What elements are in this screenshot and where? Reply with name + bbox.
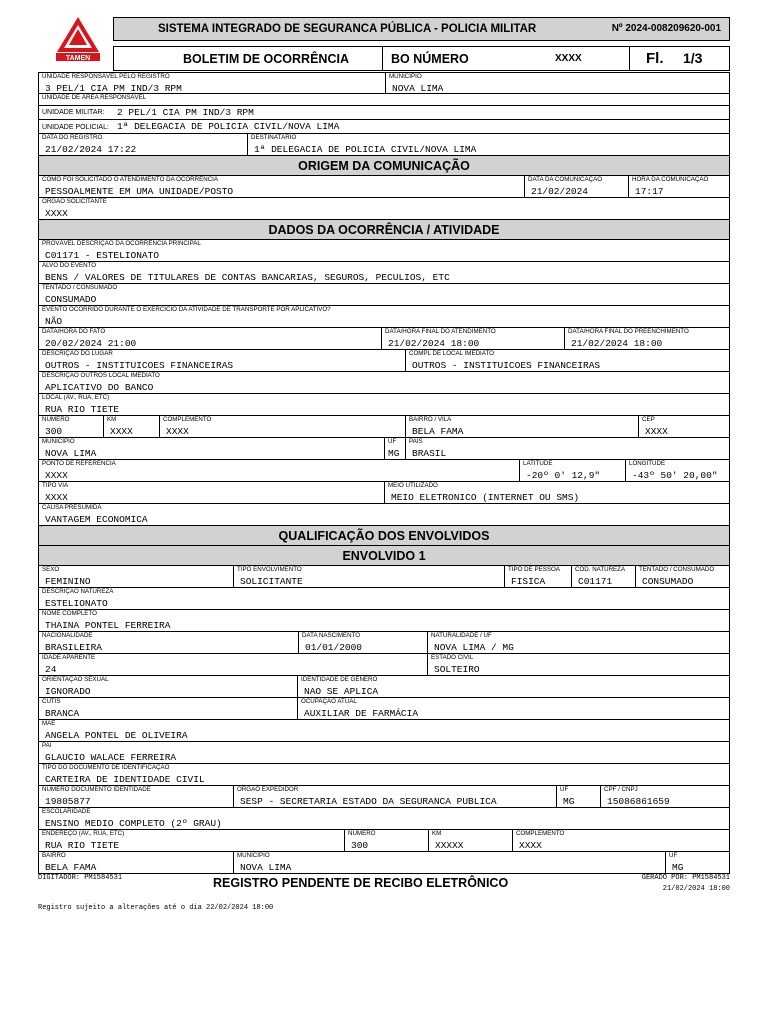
field-uf: UF MG (384, 438, 405, 459)
field-person-city: MUNICÍPIO NOVA LIMA (233, 852, 665, 873)
row-age (38, 654, 730, 676)
field-gender-identity: IDENTIDADE DE GÊNERO NAO SE APLICA (297, 676, 729, 697)
section-occurrence-title: DADOS DA OCORRÊNCIA / ATIVIDADE (268, 223, 500, 237)
field-person-km: KM XXXXX (428, 830, 512, 851)
field-place-complement: COMPL DE LOCAL IMEDIATO OUTROS - INSTITUICOES FINANCEIRAS (405, 350, 729, 371)
field-age: IDADE APARENTE 24 (42, 654, 96, 675)
pm-logo (54, 16, 102, 62)
row-military-unit: UNIDADE MILITAR: 2 PEL/1 CIA PM IND/3 RPM (38, 106, 730, 120)
amendment-note: Registro sujeito a alterações até o dia 22/02/2024 18:00 (38, 904, 274, 912)
row-requesting-body: ÓRGÃO SOLICITANTE XXXX (38, 198, 730, 220)
bo-number-label: BO NÚMERO (391, 52, 469, 66)
section-people: ' QUALIFICAÇÃO DOS ENVOLVIDOS (38, 526, 730, 546)
row-way (38, 482, 730, 504)
page-label: Fl. (646, 50, 664, 67)
field-orientation: ORIENTAÇÃO SEXUAL IGNORADO (42, 676, 109, 697)
field-complement: COMPLEMENTO XXXX (159, 416, 405, 437)
field-issuer: ÓRGÃO EXPEDIDOR SESP - SECRETARIA ESTADO DA SEGURANCA PUBLICA (233, 786, 556, 807)
row-person-type (38, 566, 730, 588)
row-nature: DESCRIÇÃO NATUREZA ESTELIONATO (38, 588, 730, 610)
field-comm-time: HORA DA COMUNICAÇÃO 17:17 (628, 176, 729, 197)
field-id-number: NÚMERO DOCUMENTO IDENTIDADE 19805877 (42, 786, 151, 807)
section-origin-title: ORIGEM DA COMUNICAÇÃO (298, 159, 470, 173)
row-attempted: TENTADO / CONSUMADO CONSUMADO (38, 284, 730, 306)
field-attempted-consummated: TENTADO / CONSUMADO CONSUMADO (635, 566, 729, 587)
field-means: MEIO UTILIZADO MEIO ELETRONICO (INTERNET OU SMS) (384, 482, 729, 503)
row-person-city (38, 852, 730, 874)
bo-number-cell (383, 47, 630, 70)
row-city (38, 438, 730, 460)
field-unit: UNIDADE RESPONSÁVEL PELO REGISTRO 3 PEL/1 CIA PM IND/3 RPM (42, 73, 182, 94)
row-police-unit: UNIDADE POLICIAL: 1ª DELEGACIA DE POLICIA CIVIL/NOVA LIMA (38, 120, 730, 134)
occurrence-form (38, 72, 730, 874)
field-latitude: LATITUDE -20º 0' 12,9" (519, 460, 625, 481)
record-number: Nº 2024-008209620-001 (611, 23, 721, 34)
row-register-date (38, 134, 730, 156)
field-skin: CÚTIS BRANCA (42, 698, 80, 719)
field-person-neighborhood: BAIRRO BELA FAMA (42, 852, 97, 873)
field-marital-status: ESTADO CIVIL SOLTEIRO (427, 654, 729, 675)
field-km: KM XXXX (103, 416, 159, 437)
field-destinatario: DESTINATÁRIO 1ª DELEGACIA DE POLICIA CIVIL/NOVA LIMA (247, 134, 729, 155)
section-people-title: QUALIFICAÇÃO DOS ENVOLVIDOS (278, 529, 490, 543)
field-number: NÚMERO 300 (42, 416, 70, 437)
field-person-complement: COMPLEMENTO XXXX (512, 830, 729, 851)
doc-title-cell (114, 47, 383, 70)
row-address (38, 416, 730, 438)
field-nationality: NACIONALIDADE BRASILEIRA (42, 632, 103, 653)
field-id-uf: UF MG (556, 786, 600, 807)
section-occurrence: ' DADOS DA OCORRÊNCIA / ATIVIDADE (38, 220, 730, 240)
row-cause: CAUSA PRESUMIDA VANTAGEM ECONOMICA (38, 504, 730, 526)
row-full-name: NOME COMPLETO THAINA PONTEL FERREIRA (38, 610, 730, 632)
generated-date: 21/02/2024 18:00 (662, 885, 730, 893)
system-title-bar (113, 17, 730, 41)
row-mother: MÃE ANGELA PONTEL DE OLIVEIRA (38, 720, 730, 742)
doc-title: BOLETIM DE OCORRÊNCIA (183, 52, 349, 66)
row-description: PROVÁVEL DESCRIÇÃO DA OCORRÊNCIA PRINCIPAL C01171 - ESTELIONATO (38, 240, 730, 262)
field-person-number: NÚMERO 300 (344, 830, 428, 851)
field-fact-datetime: DATA/HORA DO FATO 20/02/2024 21:00 (42, 328, 137, 349)
row-app-transport: EVENTO OCORRIDO DURANTE O EXERCÍCIO DA ATIVIDADE DE TRANSPORTE POR APLICATIVO? NÃO (38, 306, 730, 328)
field-register-date: DATA DO REGISTRO 21/02/2024 17:22 (42, 134, 137, 155)
field-country: PAÍS BRASIL (405, 438, 729, 459)
field-nature-code: COD. NATUREZA C01171 (571, 566, 635, 587)
field-city: MUNICÍPIO NOVA LIMA (42, 438, 97, 459)
row-place (38, 350, 730, 372)
generated-by (642, 873, 730, 895)
field-end-service: DATA/HORA FINAL DO ATENDIMENTO 21/02/2024 18:00 (381, 328, 564, 349)
field-person-uf: UF MG (665, 852, 729, 873)
row-id-type: TIPO DO DOCUMENTO DE IDENTIFICAÇÃO CARTEIRA DE IDENTIDADE CIVIL (38, 764, 730, 786)
svg-text:TAMEN: TAMEN (65, 55, 91, 62)
field-longitude: LONGITUDE -43º 50' 20,00" (625, 460, 729, 481)
field-neighborhood: BAIRRO / VILA BELA FAMA (405, 416, 638, 437)
field-way-type: TIPO VIA XXXX (42, 482, 69, 503)
field-sex: SEXO FEMININO (42, 566, 91, 587)
pending-receipt-notice: REGISTRO PENDENTE DE RECIBO ELETRÔNICO (213, 876, 509, 890)
bo-number-value: XXXX (555, 53, 582, 64)
field-occupation: OCUPAÇÃO ATUAL AUXILIAR DE FARMÁCIA (297, 698, 729, 719)
system-title: SISTEMA INTEGRADO DE SEGURANCA PÚBLICA - POLICIA MILITAR (158, 23, 537, 35)
row-id-number (38, 786, 730, 808)
row-orientation (38, 676, 730, 698)
row-person-address (38, 830, 730, 852)
page-value: 1/3 (683, 50, 703, 66)
row-skin (38, 698, 730, 720)
row-education: ESCOLARIDADE ENSINO MEDIO COMPLETO (2º GRAU) (38, 808, 730, 830)
field-place: DESCRIÇÃO DO LUGAR OUTROS - INSTITUICOES FINANCEIRAS (42, 350, 234, 371)
field-birth-date: DATA NASCIMENTO 01/01/2000 (298, 632, 427, 653)
field-reference: PONTO DE REFERÊNCIA XXXX (42, 460, 116, 481)
row-target: ALVO DO EVENTO BENS / VALORES DE TITULARES DE CONTAS BANCARIAS, SEGUROS, PECULIOS, ETC (38, 262, 730, 284)
row-unit (38, 72, 730, 94)
row-area: UNIDADE DE ÁREA RESPONSÁVEL (38, 94, 730, 106)
field-birthplace: NATURALIDADE / UF NOVA LIMA / MG (427, 632, 729, 653)
field-how-requested: COMO FOI SOLICITADO O ATENDIMENTO DA OCORRÊNCIA PESSOALMENTE EM UMA UNIDADE/POSTO (42, 176, 234, 197)
row-request (38, 176, 730, 198)
section-person-1-title: ENVOLVIDO 1 (342, 549, 426, 563)
field-person-kind: TIPO DE PESSOA FISICA (504, 566, 571, 587)
field-end-fill: DATA/HORA FINAL DO PREENCHIMENTO 21/02/2024 18:00 (564, 328, 729, 349)
field-comm-date: DATA DA COMUNICAÇÃO 21/02/2024 (524, 176, 628, 197)
field-person-street: ENDEREÇO (AV., RUA, ETC) RUA RIO TIETE (42, 830, 125, 851)
field-municipio: MUNICÍPIO NOVA LIMA (385, 73, 729, 93)
row-street: LOCAL (AV., RUA, ETC) RUA RIO TIETE (38, 394, 730, 416)
field-cep: CEP XXXX (638, 416, 729, 437)
generated-by-user: GERADO POR: PM1584531 (641, 874, 730, 882)
field-cpf: CPF / CNPJ 15086861659 (600, 786, 729, 807)
section-origin: ' ORIGEM DA COMUNICAÇÃO (38, 156, 730, 176)
row-other-place: DESCRIÇÃO OUTROS LOCAL IMEDIATO APLICATIVO DO BANCO (38, 372, 730, 394)
section-person-1 (38, 546, 730, 566)
typist: DIGITADOR: PM1584531 (38, 874, 123, 882)
row-father: PAI GLAUCIO WALACE FERREIRA (38, 742, 730, 764)
row-dates (38, 328, 730, 350)
field-involvement: TIPO ENVOLVIMENTO SOLICITANTE (233, 566, 504, 587)
row-nationality (38, 632, 730, 654)
document-header (113, 46, 730, 71)
row-reference (38, 460, 730, 482)
